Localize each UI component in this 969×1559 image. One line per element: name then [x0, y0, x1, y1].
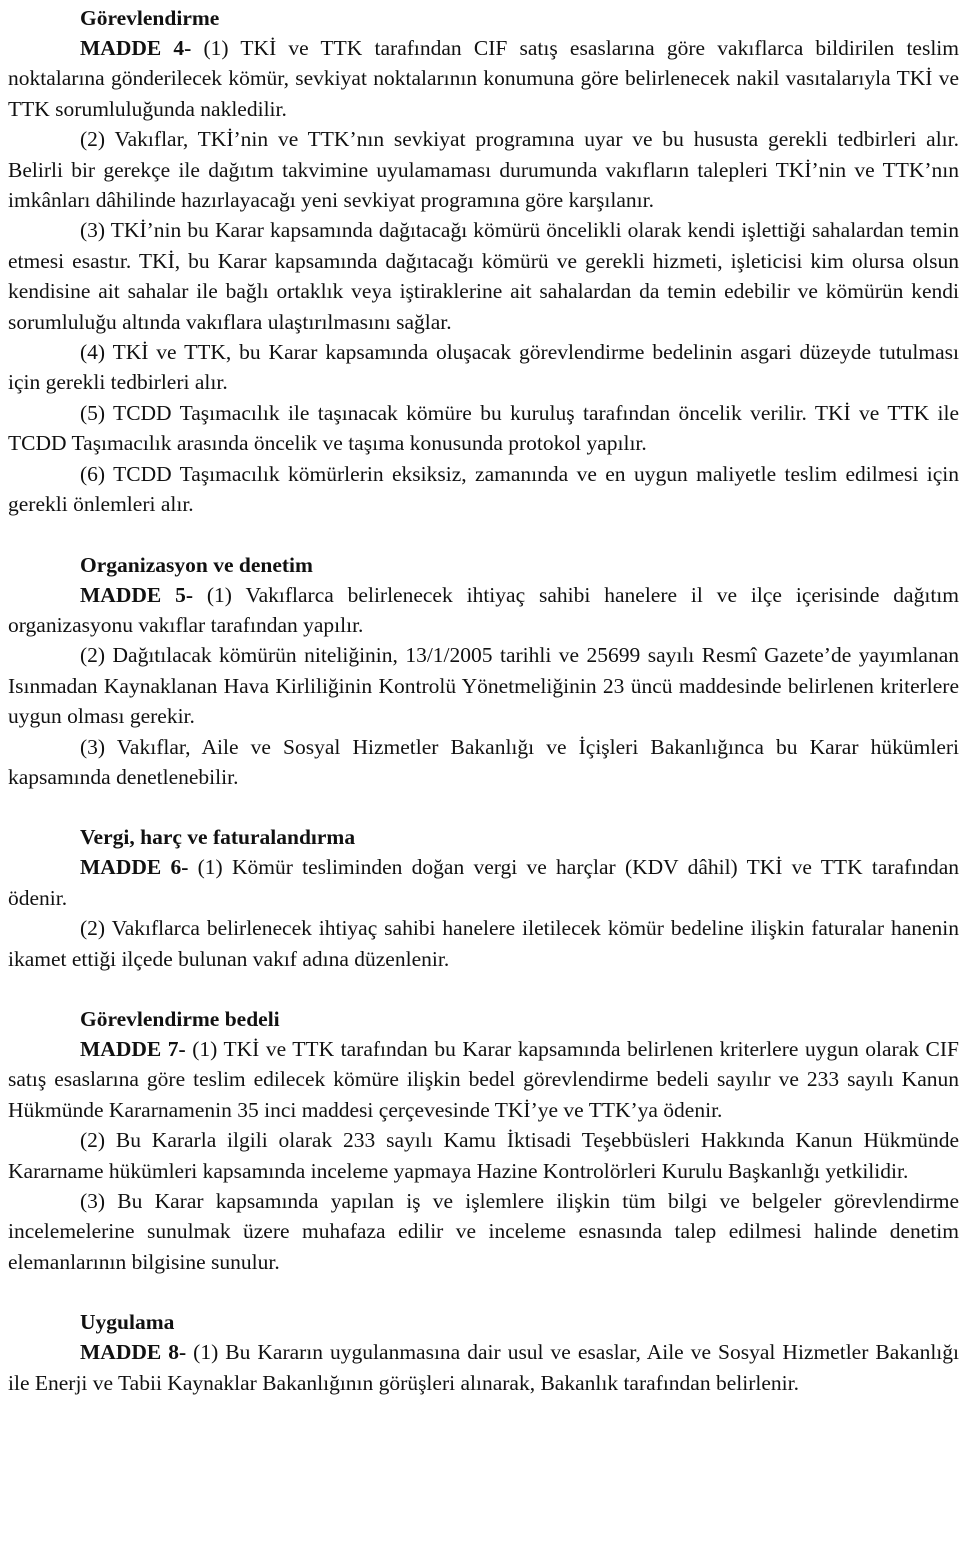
- section-heading: Uygulama: [80, 1310, 175, 1335]
- madde-number: MADDE 7-: [80, 1036, 186, 1061]
- paragraph-text: (1) Vakıflarca belirlenecek ihtiyaç sahibi hanelere il ve ilçe içerisinde dağıtım organizasyonu vakıflar tarafından yapılır.: [8, 582, 959, 637]
- madde-number: MADDE 5-: [80, 582, 194, 607]
- paragraph: (2) Vakıflar, TKİ’nin ve TTK’nın sevkiyat programına uyar ve bu hususta gerekli tedbirleri alır. Belirli bir gerekçe ile dağıtım takvimine uyulamaması durumunda vakıfların talepleri TKİ’nin ve TTK’nın imkânları dâhilinde hazırlayacağı yeni sevkiyat programına göre karşılanır.: [8, 127, 959, 213]
- section-heading: Vergi, harç ve faturalandırma: [80, 825, 356, 850]
- paragraph: (4) TKİ ve TTK, bu Karar kapsamında oluşacak görevlendirme bedelinin asgari düzeyde tutulması için gerekli tedbirleri alır.: [8, 340, 959, 395]
- section-heading: Görevlendirme bedeli: [80, 1006, 280, 1031]
- paragraph: (5) TCDD Taşımacılık ile taşınacak kömüre bu kuruluş tarafından öncelik verilir. TKİ ve TTK ile TCDD Taşımacılık arasında öncelik ve taşıma konusunda protokol yapılır.: [8, 400, 959, 456]
- paragraph: (2) Dağıtılacak kömürün niteliğinin, 13/1/2005 tarihli ve 25699 sayılı Resmî Gazete’de yayımlanan Isınmadan Kaynaklanan Hava Kirliliğinin Kontrolü Yönetmeliğinin 23 üncü maddesinde belirlenen kriterlere uygun olması gerekir.: [8, 643, 959, 729]
- paragraph: [8, 1034, 959, 1125]
- paragraph-text: (1) Kömür tesliminden doğan vergi ve harçlar (KDV dâhil) TKİ ve TTK tarafından ödenir.: [8, 855, 959, 910]
- paragraph: (3) Bu Karar kapsamında yapılan iş ve işlemlere ilişkin tüm bilgi ve belgeler görevlendirme incelemelerine sunulmak üzere muhafaza edilir ve inceleme esnasında talep edilmesi halinde denetim elemanlarının bilgisine sunulur.: [8, 1189, 959, 1274]
- paragraph: [8, 580, 959, 641]
- section-madde-8: [8, 1307, 959, 1398]
- section-madde-6: [8, 822, 959, 974]
- madde-number: MADDE 4-: [80, 36, 192, 60]
- section-madde-7: [8, 1004, 959, 1277]
- paragraph: [8, 1337, 959, 1398]
- madde-number: MADDE 8-: [80, 1340, 187, 1365]
- paragraph-text: (1) TKİ ve TTK tarafından bu Karar kapsamında belirlenen kriterlere uygun olarak CIF satış esaslarına göre teslim edilecek kömüre ilişkin bedel görevlendirme bedeli sayılır ve 233 sayılı Kanun Hükmünde Kararnamenin 35 inci maddesi çerçevesinde TKİ’ye ve TTK’ya ödenir.: [8, 1036, 959, 1122]
- paragraph: [8, 852, 959, 913]
- paragraph-text: (1) TKİ ve TTK tarafından CIF satış esaslarına göre vakıflarca bildirilen teslim noktalarına gönderilecek kömür, sevkiyat noktalarının konumuna göre belirlenecek nakil vasıtalarıyla TKİ ve TTK sorumluluğunda nakledilir.: [8, 36, 960, 121]
- paragraph-text: (1) Bu Kararın uygulanmasına dair usul ve esaslar, Aile ve Sosyal Hizmetler Bakanlığı ile Enerji ve Tabii Kaynaklar Bakanlığının görüşleri alınarak, Bakanlık tarafından belirlenir.: [8, 1340, 959, 1395]
- section-madde-4: [8, 3, 959, 520]
- section-madde-5: [8, 550, 959, 793]
- section-heading: Görevlendirme: [80, 6, 220, 30]
- paragraph: (2) Vakıflarca belirlenecek ihtiyaç sahibi hanelere iletilecek kömür bedeline ilişkin faturalar hanenin ikamet ettiği ilçede bulunan vakıf adına düzenlenir.: [8, 916, 959, 971]
- section-heading: Organizasyon ve denetim: [80, 552, 313, 577]
- paragraph: (3) TKİ’nin bu Karar kapsamında dağıtacağı kömürü öncelikli olarak kendi işlettiği sahalardan temin etmesi esastır. TKİ, bu Karar kapsamında dağıtacağı kömürü ve gerekli hizmeti, işleticisi kim olursa olsun kendisine ait sahalar ile bağlı ortaklık veya iştiraklerine ait sahalardan da temin edebilir ve kömürün kendi sorumluluğu altında vakıflara ulaştırılmasını sağlar.: [8, 218, 959, 334]
- paragraph: (6) TCDD Taşımacılık kömürlerin eksiksiz, zamanında ve en uygun maliyetle teslim edilmesi için gerekli önlemleri alır.: [8, 461, 959, 517]
- paragraph: (3) Vakıflar, Aile ve Sosyal Hizmetler Bakanlığı ve İçişleri Bakanlığınca bu Karar hükümleri kapsamında denetlenebilir.: [8, 734, 959, 789]
- paragraph: [8, 33, 959, 124]
- madde-number: MADDE 6-: [80, 855, 189, 880]
- paragraph: (2) Bu Kararla ilgili olarak 233 sayılı Kamu İktisadi Teşebbüsleri Hakkında Kanun Hükmünde Kararname hükümleri kapsamında inceleme yapmaya Hazine Kontrolörleri Kurulu Başkanlığı yetkilidir.: [8, 1128, 959, 1183]
